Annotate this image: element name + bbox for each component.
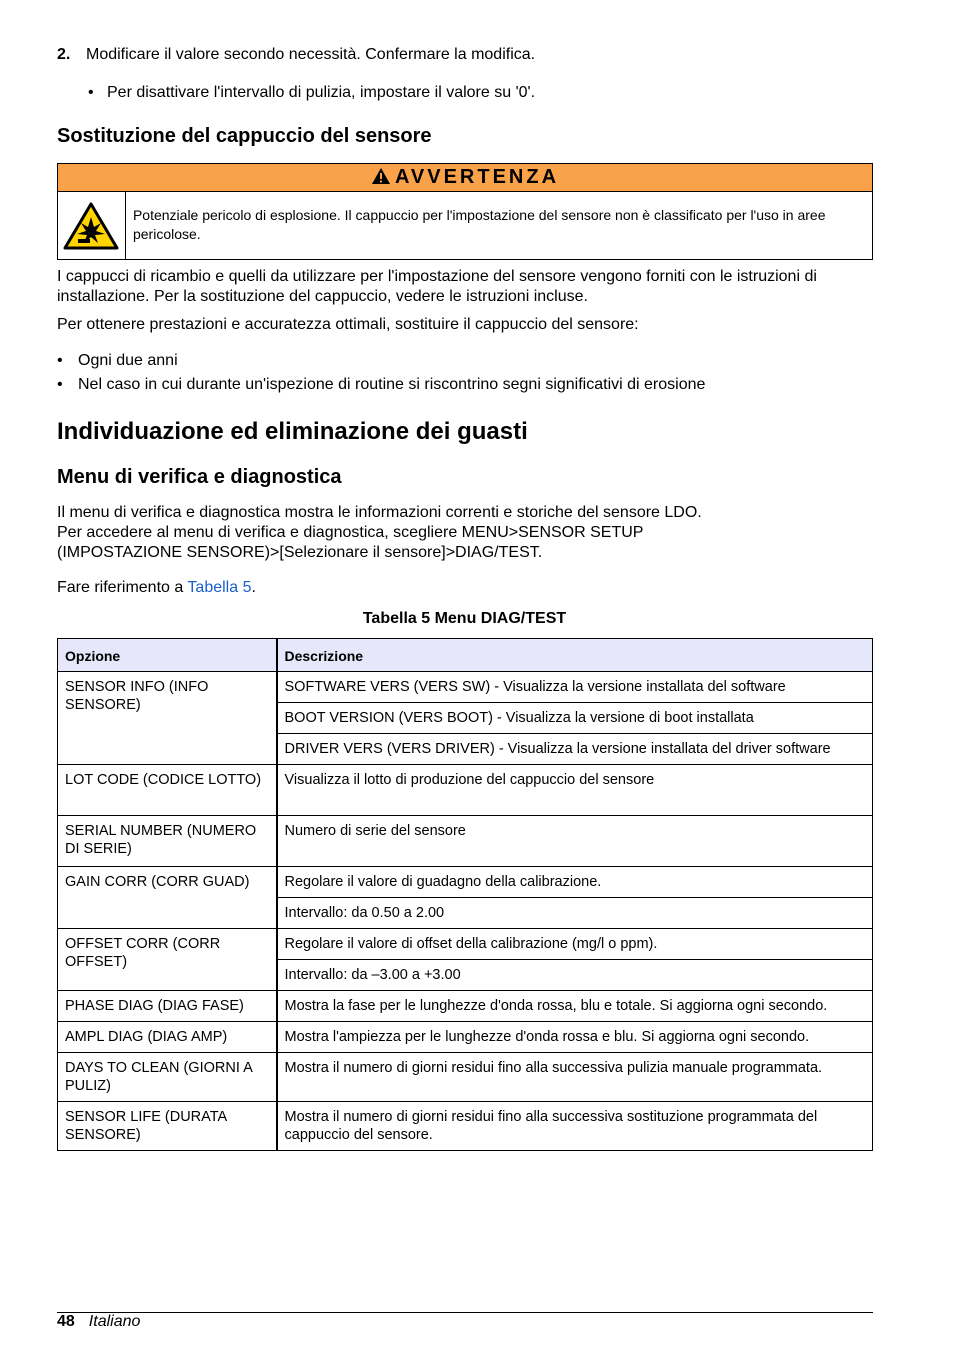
- page-footer: [57, 1313, 140, 1331]
- explosion-hazard-icon: [58, 192, 126, 259]
- warning-header: [58, 164, 872, 192]
- diag-para-1: Il menu di verifica e diagnostica mostra le informazioni correnti e storiche del sensore LDO.: [57, 504, 702, 521]
- table-row: [58, 1053, 873, 1102]
- list-item: • Nel caso in cui durante un'ispezione di routine si riscontrino segni significativi di erosione: [57, 376, 706, 393]
- option-cell: SENSOR LIFE (DURATA SENSORE): [58, 1102, 277, 1151]
- warning-box: [57, 163, 873, 260]
- bullet-dot: •: [57, 352, 63, 369]
- table-row: [58, 1102, 873, 1151]
- diag-reference: Fare riferimento a Tabella 5.: [57, 579, 256, 596]
- bullet-dot: •: [57, 376, 63, 393]
- description-cell: DRIVER VERS (VERS DRIVER) - Visualizza la versione installata del driver software: [277, 734, 873, 765]
- description-cell: Regolare il valore di offset della calibrazione (mg/l o ppm).: [277, 929, 873, 960]
- footer-divider: [57, 1312, 873, 1313]
- subsection-title-diag-menu: Menu di verifica e diagnostica: [57, 466, 342, 488]
- description-cell: Regolare il valore di guadagno della calibrazione.: [277, 867, 873, 898]
- option-cell: SERIAL NUMBER (NUMERO DI SERIE): [58, 816, 277, 867]
- footer-language: Italiano: [88, 1313, 141, 1330]
- description-cell: Intervallo: da 0.50 a 2.00: [277, 898, 873, 929]
- table-row: [58, 867, 873, 898]
- page-number: 48: [57, 1313, 75, 1330]
- section-title-cap-replacement: Sostituzione del cappuccio del sensore: [57, 125, 432, 147]
- option-cell: DAYS TO CLEAN (GIORNI A PULIZ): [58, 1053, 277, 1102]
- option-cell: OFFSET CORR (CORR OFFSET): [58, 929, 277, 991]
- description-cell: Mostra il numero di giorni residui fino alla successiva pulizia manuale programmata.: [277, 1053, 873, 1102]
- table-row: [58, 765, 873, 816]
- table-row: [58, 1022, 873, 1053]
- step-text: Modificare il valore secondo necessità. Confermare la modifica.: [86, 46, 536, 63]
- option-cell: SENSOR INFO (INFO SENSORE): [58, 672, 277, 765]
- description-cell: BOOT VERSION (VERS BOOT) - Visualizza la versione di boot installata: [277, 703, 873, 734]
- description-cell: Mostra la fase per le lunghezze d'onda rossa, blu e totale. Si aggiorna ogni secondo.: [277, 991, 873, 1022]
- table-row: [58, 816, 873, 867]
- bullet-dot: •: [88, 84, 94, 101]
- list-item: • Ogni due anni: [57, 352, 178, 369]
- description-cell: Visualizza il lotto di produzione del cappuccio del sensore: [277, 765, 873, 816]
- diag-para-2: Per accedere al menu di verifica e diagnostica, scegliere MENU>SENSOR SETUP (IMPOSTAZIONE SENSORE)>[Selezionare il sensore]>DIAG/TEST.: [57, 524, 644, 561]
- header-option: Opzione: [58, 639, 277, 672]
- cap-para-2: Per ottenere prestazioni e accuratezza ottimali, sostituire il cappuccio del sensore:: [57, 316, 639, 333]
- description-cell: Mostra l'ampiezza per le lunghezze d'onda rossa e blu. Si aggiorna ogni secondo.: [277, 1022, 873, 1053]
- warning-triangle-icon: [371, 167, 391, 185]
- cap-para-1: I cappucci di ricambio e quelli da utilizzare per l'impostazione del sensore vengono forniti con le istruzioni di installazione. Per la sostituzione del cappuccio, vedere le istruzioni incluse.: [57, 268, 817, 305]
- table-caption: Tabella 5 Menu DIAG/TEST: [362, 610, 567, 627]
- section-title-troubleshooting: Individuazione ed eliminazione dei guasti: [57, 418, 528, 445]
- header-description: Descrizione: [277, 639, 873, 672]
- table-row: [58, 991, 873, 1022]
- option-cell: AMPL DIAG (DIAG AMP): [58, 1022, 277, 1053]
- warning-label: AVVERTENZA: [394, 166, 560, 188]
- description-cell: Numero di serie del sensore: [277, 816, 873, 867]
- diag-test-table: [57, 638, 873, 1151]
- step-bullet: [88, 84, 535, 102]
- table-row: [58, 929, 873, 960]
- warning-text: Potenziale pericolo di esplosione. Il cappuccio per l'impostazione del sensore non è classificato per l'uso in aree pericolose.: [132, 207, 826, 242]
- table-header-row: [58, 639, 873, 672]
- step-bullet-text: Per disattivare l'intervallo di pulizia, impostare il valore su '0'.: [107, 84, 536, 101]
- description-cell: Mostra il numero di giorni residui fino alla successiva sostituzione programmata del cappuccio del sensore.: [277, 1102, 873, 1151]
- description-cell: SOFTWARE VERS (VERS SW) - Visualizza la versione installata del software: [277, 672, 873, 703]
- option-cell: LOT CODE (CODICE LOTTO): [58, 765, 277, 816]
- step-2: [57, 46, 535, 64]
- step-number: 2.: [57, 46, 71, 63]
- description-cell: Intervallo: da –3.00 a +3.00: [277, 960, 873, 991]
- option-cell: PHASE DIAG (DIAG FASE): [58, 991, 277, 1022]
- table-5-link[interactable]: Tabella 5: [187, 579, 252, 596]
- table-row: [58, 672, 873, 703]
- option-cell: GAIN CORR (CORR GUAD): [58, 867, 277, 929]
